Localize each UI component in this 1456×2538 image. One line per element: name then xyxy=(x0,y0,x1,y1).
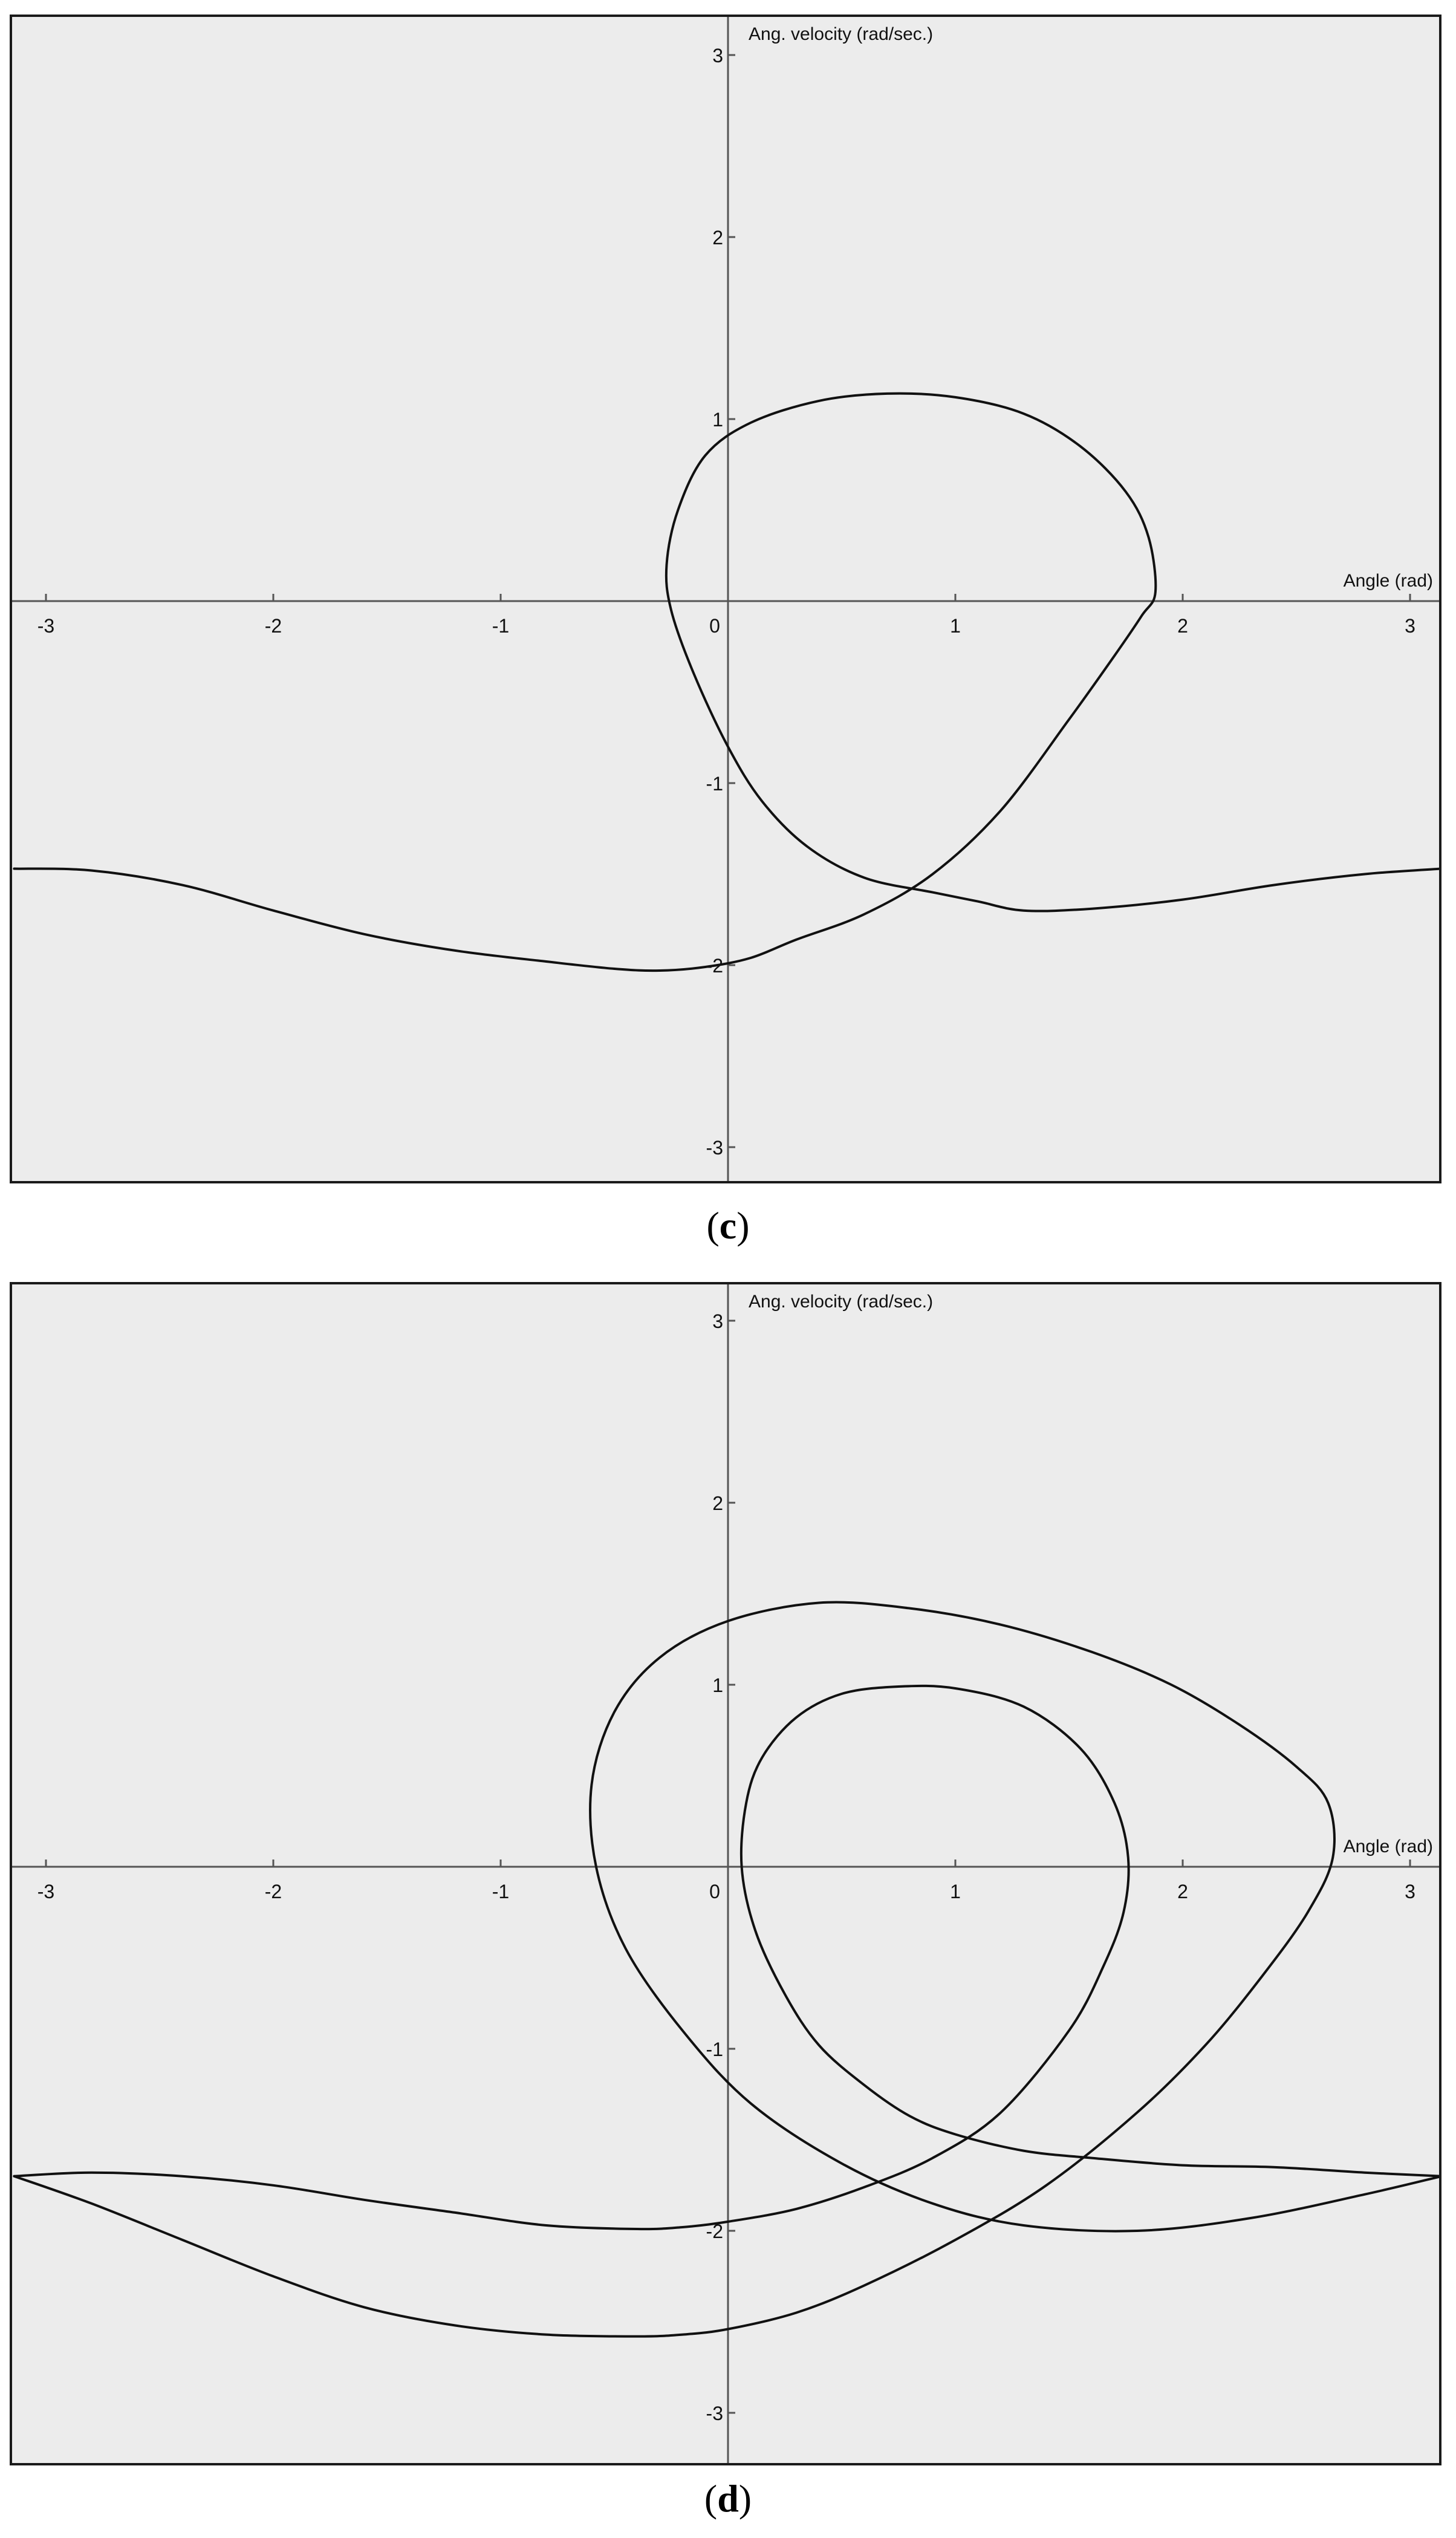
y-tick-label: 3 xyxy=(712,45,723,67)
phase-plot-d xyxy=(10,1282,1441,2465)
x-tick-label: 2 xyxy=(1177,615,1188,637)
phase-plot-c xyxy=(10,15,1441,1183)
x-tick-label: 3 xyxy=(1405,615,1415,637)
y-tick-label: 2 xyxy=(712,227,723,249)
y-tick-label: 1 xyxy=(712,1674,723,1696)
y-tick-label: -3 xyxy=(706,2403,723,2424)
caption-c: (c) xyxy=(706,1204,750,1247)
y-tick-label: -1 xyxy=(706,773,723,795)
y-tick-label: 3 xyxy=(712,1310,723,1332)
x-axis-label: Angle (rad) xyxy=(1343,1837,1433,1856)
x-tick-label: -1 xyxy=(492,615,510,637)
x-tick-label: 0 xyxy=(709,615,720,637)
phase-plot-c-svg xyxy=(12,17,1439,1181)
caption-d: (d) xyxy=(704,2477,752,2520)
x-tick-label: 3 xyxy=(1405,1881,1415,1902)
y-axis-label: Ang. velocity (rad/sec.) xyxy=(749,1292,934,1312)
x-tick-label: -1 xyxy=(492,1881,510,1902)
x-tick-label: 1 xyxy=(950,615,961,637)
y-tick-label: -1 xyxy=(706,2039,723,2060)
x-tick-label: 2 xyxy=(1177,1881,1188,1902)
x-tick-label: 1 xyxy=(950,1881,961,1902)
y-tick-label: -2 xyxy=(706,955,723,977)
trajectory-line xyxy=(14,1686,1439,2229)
phase-plot-d-svg xyxy=(12,1284,1439,2463)
x-tick-label: 0 xyxy=(709,1881,720,1902)
x-tick-label: -3 xyxy=(37,615,55,637)
x-tick-label: -3 xyxy=(37,1881,55,1902)
x-axis-label: Angle (rad) xyxy=(1343,571,1433,591)
y-tick-label: -2 xyxy=(706,2221,723,2242)
y-axis-label: Ang. velocity (rad/sec.) xyxy=(749,24,934,44)
y-tick-label: 2 xyxy=(712,1492,723,1514)
y-tick-label: -3 xyxy=(706,1137,723,1159)
trajectory-line xyxy=(14,1603,1439,2337)
x-tick-label: -2 xyxy=(264,615,282,637)
trajectory-line xyxy=(14,394,1439,971)
x-tick-label: -2 xyxy=(264,1881,282,1902)
y-tick-label: 1 xyxy=(712,409,723,431)
